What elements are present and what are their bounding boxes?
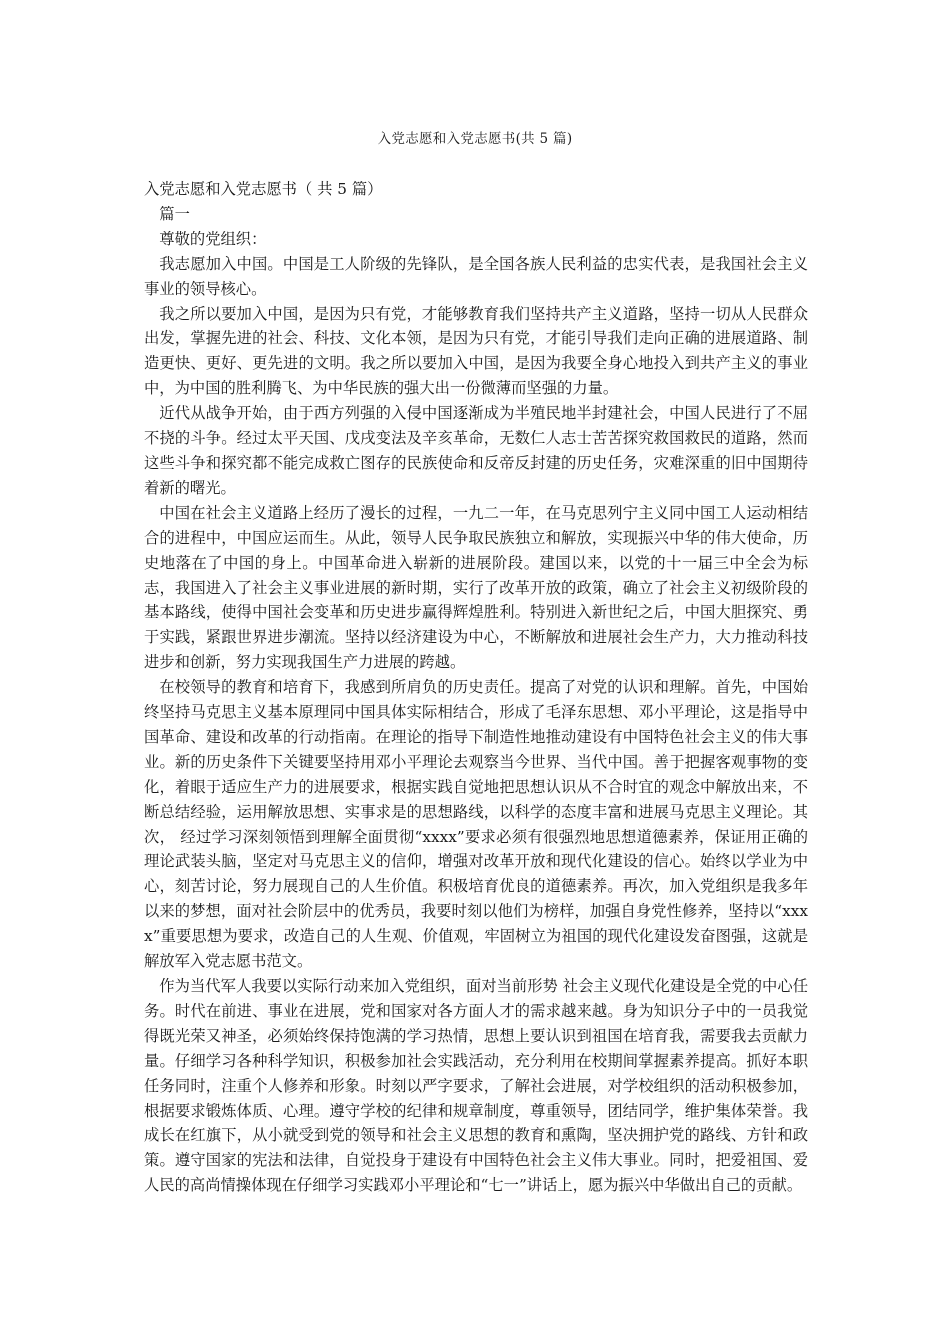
salutation: 尊敬的党组织： — [159, 229, 267, 248]
document-body — [144, 177, 808, 1198]
page-header-title: 入党志愿和入党志愿书(共 5 篇) — [377, 131, 573, 147]
document-title: 入党志愿和入党志愿书（ 共 5 篇） — [144, 180, 383, 198]
paragraph-5: 在校领导的教育和培育下，我感到所肩负的历史责任。提高了对党的认识和理解。首先，中国始终坚持马克思主义基本原理同中国具体实际相结合，形成了毛泽东思想、邓小平理论，这是指导中国革命、建设和改革的行动指南。在理论的指导下制造性地推动建设有中国特色社会主义的伟大事业。新的历史条件下关键要坚持用邓小平理论去观察当今世界、当代中国。善于把握客观事物的变化，着眼于适应生产力的进展要求，根据实践自觉地把思想认识从不合时宜的观念中解放出来，不断总结经验，运用解放思想、实事求是的思想路线，以科学的态度丰富和进展马克思主义理论。其次， 经过学习深刻领悟到理解全面贯彻“xxxx”要求必须有很强烈地思想道德素养，保证用正确的理论武装头脑，坚定对马克思主义的信仰，增强对改革开放和现代化建设的信心。始终以学业为中心，刻苦讨论，努力展现自己的人生价值。积极培育优良的道德素养。再次，加入党组织是我多年以来的梦想，面对社会阶层中的优秀员，我要时刻以他们为榜样，加强自身党性修养，坚持以“xxxx”重要思想为要求，改造自己的人生观、价值观，牢固树立为祖国的现代化建设发奋图强，这就是解放军入党志愿书范文。 — [144, 678, 808, 971]
paragraph-2: 我之所以要加入中国，是因为只有党，才能够教育我们坚持共产主义道路，坚持一切从人民群众出发，掌握先进的社会、科技、文化本领，是因为只有党，才能引导我们走向正确的进展道路、制造更快、更好、更先进的文明。我之所以要加入中国，是因为我要全身心地投入到共产主义的事业中，为中国的胜利腾飞、为中华民族的强大出一份微薄而坚强的力量。 — [144, 304, 808, 398]
paragraph-4: 中国在社会主义道路上经历了漫长的过程，一九二一年，在马克思列宁主义同中国工人运动相结合的进程中，中国应运而生。从此，领导人民争取民族独立和解放，实现振兴中华的伟大使命，历史地落在了中国的身上。中国革命进入崭新的进展阶段。建国以来，以党的十一届三中全会为标志，我国进入了社会主义事业进展的新时期，实行了改革开放的政策，确立了社会主义初级阶段的基本路线，使得中国社会变革和历史进步赢得辉煌胜利。特别进入新世纪之后，中国大胆探究、勇于实践，紧跟世界进步潮流。坚持以经济建设为中心，不断解放和进展社会生产力，大力推动科技进步和创新，努力实现我国生产力进展的跨越。 — [144, 503, 808, 672]
paragraph-1: 我志愿加入中国。中国是工人阶级的先锋队，是全国各族人民利益的忠实代表，是我国社会主义事业的领导核心。 — [144, 254, 808, 298]
paragraph-6: 作为当代军人我要以实际行动来加入党组织，面对当前形势 社会主义现代化建设是全党的中心任务。时代在前进、事业在进展，党和国家对各方面人才的需求越来越。身为知识分子中的一员我觉得既光荣又神圣，必须始终保持饱满的学习热情，思想上要认识到祖国在培育我，需要我去贡献力量。仔细学习各种科学知识，积极参加社会实践活动，充分利用在校期间掌握素养提高。抓好本职任务同时，注重个人修养和形象。时刻以严字要求，了解社会进展，对学校组织的活动积极参加，根据要求锻炼体质、心理。遵守学校的纪律和规章制度，尊重领导，团结同学，维护集体荣誉。我成长在红旗下，从小就受到党的领导和社会主义思想的教育和熏陶，坚决拥护党的路线、方针和政策。遵守国家的宪法和法律，自觉投身于建设有中国特色社会主义伟大事业。同时，把爱祖国、爱人民的高尚情操体现在仔细学习实践邓小平理论和“七一”讲话上，愿为振兴中华做出自己的贡献。 — [144, 977, 808, 1195]
paragraph-3: 近代从战争开始，由于西方列强的入侵中国逐渐成为半殖民地半封建社会，中国人民进行了不屈不挠的斗争。经过太平天国、戊戌变法及辛亥革命，无数仁人志士苦苦探究救国救民的道路，然而这些斗争和探究都不能完成救亡图存的民族使命和反帝反封建的历史任务，灾难深重的旧中国期待着新的曙光。 — [144, 404, 808, 497]
section-label: 篇一 — [159, 204, 190, 223]
